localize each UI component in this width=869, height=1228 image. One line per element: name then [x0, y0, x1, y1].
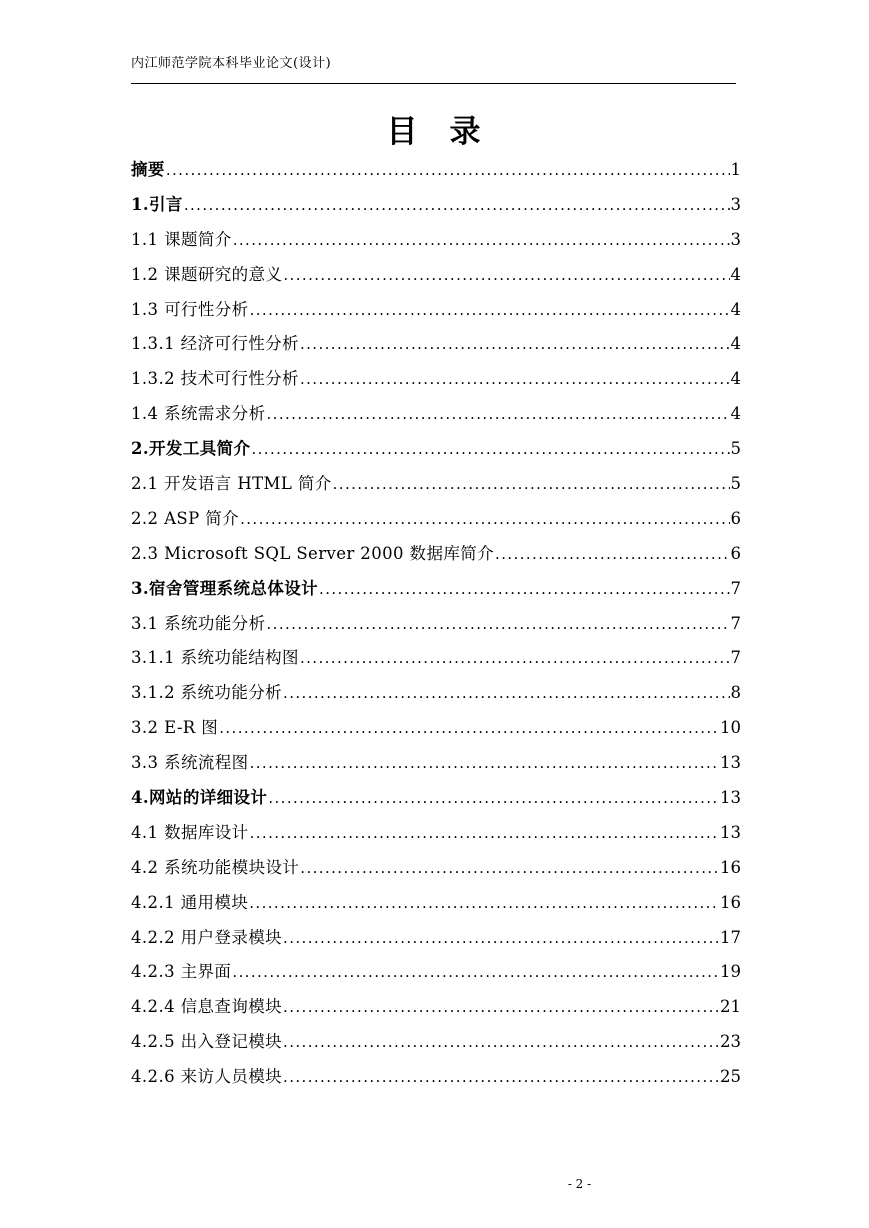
toc-dot-leader: [283, 1068, 719, 1086]
toc-entry-label: 1.3.1 经济可行性分析: [131, 334, 299, 354]
toc-entry[interactable]: [131, 400, 741, 435]
toc-dot-leader: [283, 929, 719, 947]
toc-entry-page: 4: [730, 299, 741, 319]
toc-entry-label: 3.2 E-R 图: [131, 718, 219, 738]
toc-entry[interactable]: [131, 749, 741, 784]
toc-dot-leader: [240, 510, 729, 528]
toc-entry-page: 7: [730, 578, 741, 598]
toc-dot-leader: [300, 859, 719, 877]
toc-entry-label: 4.2.2 用户登录模块: [131, 927, 283, 947]
header-rule: [131, 83, 736, 84]
toc-entry-label: 1.2 课题研究的意义: [131, 264, 283, 284]
toc-entry[interactable]: [131, 505, 741, 540]
toc-entry[interactable]: [131, 156, 741, 191]
toc-entry-page: 10: [720, 718, 741, 738]
toc-entry[interactable]: [131, 435, 741, 470]
toc-dot-leader: [300, 649, 730, 667]
toc-dot-leader: [268, 789, 719, 807]
toc-entry-label: 3.1.2 系统功能分析: [131, 683, 283, 703]
toc-entry-label: 4.网站的详细设计: [131, 788, 268, 808]
toc-dot-leader: [495, 545, 729, 563]
toc-entry-label: 4.1 数据库设计: [131, 822, 249, 842]
toc-entry[interactable]: [131, 470, 741, 505]
toc-entry[interactable]: [131, 575, 741, 610]
toc-dot-leader: [283, 998, 719, 1016]
toc-entry-page: 19: [720, 962, 741, 982]
toc-entry[interactable]: [131, 679, 741, 714]
toc-entry[interactable]: [131, 1063, 741, 1098]
toc-entry-page: 3: [730, 194, 741, 214]
toc-entry-page: 25: [720, 1067, 741, 1087]
toc-dot-leader: [267, 615, 730, 633]
toc-entry[interactable]: [131, 819, 741, 854]
toc-dot-leader: [250, 754, 719, 772]
toc-entry-page: 7: [730, 648, 741, 668]
toc-entry-label: 4.2.3 主界面: [131, 962, 232, 982]
toc-entry[interactable]: [131, 330, 741, 365]
toc-entry-label: 1.引言: [131, 194, 183, 214]
toc-entry-page: 5: [730, 439, 741, 459]
toc-entry-page: 23: [720, 1032, 741, 1052]
toc-entry-label: 2.1 开发语言 HTML 简介: [131, 474, 332, 494]
toc-entry[interactable]: [131, 784, 741, 819]
toc-entry-page: 6: [730, 508, 741, 528]
toc-entry-page: 3: [730, 229, 741, 249]
toc-entry-label: 4.2 系统功能模块设计: [131, 857, 300, 877]
toc-entry[interactable]: [131, 610, 741, 645]
toc-entry-page: 16: [720, 892, 741, 912]
toc-dot-leader: [333, 475, 730, 493]
toc-entry-page: 4: [730, 264, 741, 284]
toc-entry-label: 4.2.6 来访人员模块: [131, 1067, 283, 1087]
toc-entry-label: 1.4 系统需求分析: [131, 404, 266, 424]
toc-entry-page: 5: [730, 474, 741, 494]
toc-entry[interactable]: [131, 226, 741, 261]
toc-entry-label: 摘要: [131, 160, 165, 179]
toc-entry-label: 1.1 课题简介: [131, 229, 232, 249]
toc-entry-label: 3.3 系统流程图: [131, 753, 249, 773]
toc-entry[interactable]: [131, 191, 741, 226]
toc-dot-leader: [283, 266, 729, 284]
toc-entry-page: 13: [720, 788, 741, 808]
toc-dot-leader: [300, 335, 730, 353]
toc-entry[interactable]: [131, 854, 741, 889]
toc-dot-leader: [250, 824, 719, 842]
page-number: - 2 -: [567, 1177, 592, 1191]
toc-entry[interactable]: [131, 365, 741, 400]
toc-entry[interactable]: [131, 644, 741, 679]
toc-dot-leader: [250, 301, 730, 319]
toc-entry[interactable]: [131, 540, 741, 575]
toc-dot-leader: [251, 440, 729, 458]
toc-entry-label: 3.1.1 系统功能结构图: [131, 648, 299, 668]
toc-entry-label: 4.2.5 出入登记模块: [131, 1032, 283, 1052]
toc-entry-page: 4: [730, 334, 741, 354]
toc-entry-label: 1.3 可行性分析: [131, 299, 249, 319]
toc-entry-label: 4.2.4 信息查询模块: [131, 997, 283, 1017]
toc-dot-leader: [184, 196, 730, 214]
toc-title-char-2: 录: [449, 114, 483, 150]
toc-dot-leader: [319, 580, 729, 598]
toc-entry[interactable]: [131, 958, 741, 993]
toc-entry-page: 8: [730, 683, 741, 703]
toc-entry-page: 21: [720, 997, 741, 1017]
toc-entry-label: 3.宿舍管理系统总体设计: [131, 578, 319, 598]
toc-entry[interactable]: [131, 889, 741, 924]
toc-dot-leader: [267, 405, 730, 423]
toc-entry-label: 2.2 ASP 简介: [131, 508, 240, 528]
toc-entry-label: 2.3 Microsoft SQL Server 2000 数据库简介: [131, 543, 495, 563]
toc-dot-leader: [233, 231, 730, 249]
toc-entry-page: 17: [720, 927, 741, 947]
toc-dot-leader: [166, 161, 730, 179]
toc-dot-leader: [283, 684, 729, 702]
toc-entry-page: 16: [720, 857, 741, 877]
toc-title-char-1: 目: [386, 114, 420, 150]
toc-dot-leader: [283, 1033, 719, 1051]
toc-entry[interactable]: [131, 993, 741, 1028]
toc-entry-page: 13: [720, 753, 741, 773]
toc-entry-label: 4.2.1 通用模块: [131, 892, 249, 912]
toc-dot-leader: [300, 370, 730, 388]
toc-entry-page: 6: [730, 543, 741, 563]
toc-entry-page: 4: [730, 404, 741, 424]
toc-entry[interactable]: [131, 296, 741, 331]
toc-dot-leader: [219, 719, 719, 737]
toc-entry[interactable]: [131, 714, 741, 749]
toc-entry-label: 2.开发工具简介: [131, 439, 251, 459]
table-of-contents: [131, 156, 741, 1098]
toc-entry-label: 3.1 系统功能分析: [131, 613, 266, 633]
toc-entry[interactable]: [131, 1028, 741, 1063]
toc-entry-page: 4: [730, 369, 741, 389]
toc-entry-page: 7: [730, 613, 741, 633]
toc-dot-leader: [232, 963, 719, 981]
running-header: 内江师范学院本科毕业论文(设计): [131, 56, 332, 71]
toc-entry-page: 1: [730, 160, 741, 179]
toc-dot-leader: [249, 894, 719, 912]
toc-title: [0, 106, 869, 151]
toc-entry-page: 13: [720, 822, 741, 842]
toc-entry-label: 1.3.2 技术可行性分析: [131, 369, 299, 389]
toc-entry[interactable]: [131, 261, 741, 296]
toc-entry[interactable]: [131, 924, 741, 959]
